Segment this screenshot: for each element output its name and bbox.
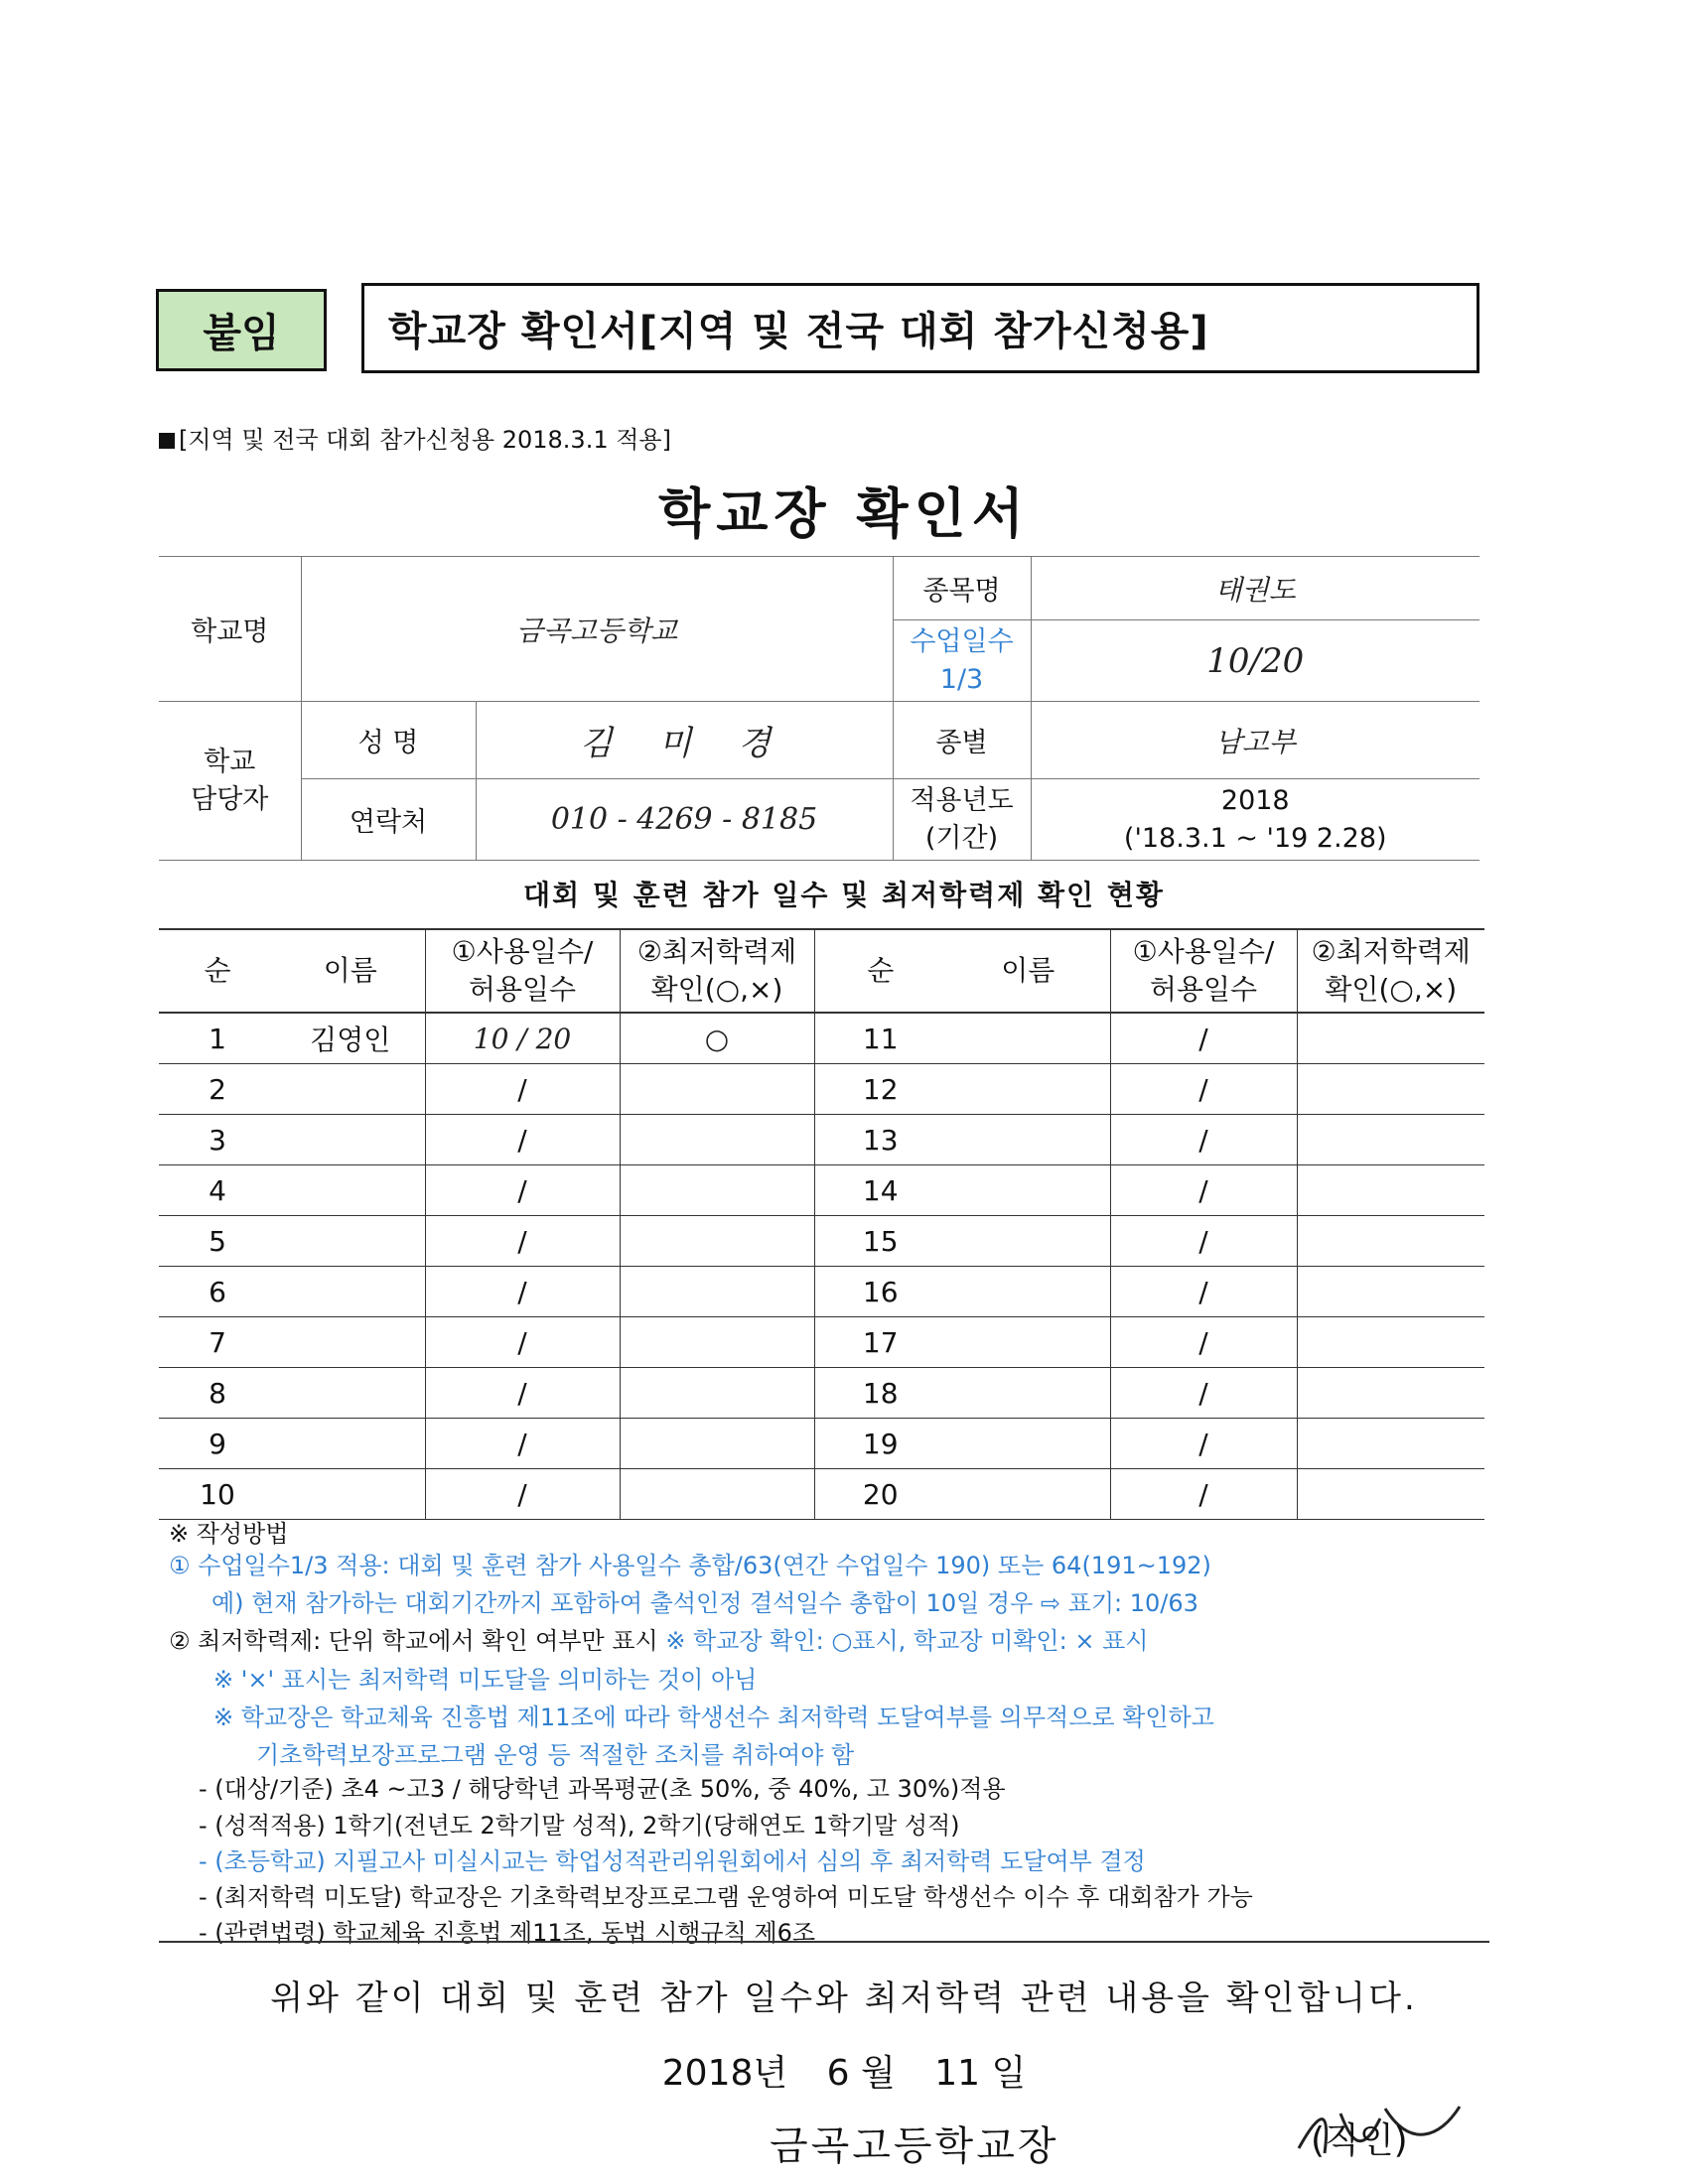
sport-label: 종목명 bbox=[893, 557, 1031, 620]
row-name bbox=[276, 1115, 425, 1165]
header-days-line2: 허용일수 bbox=[468, 973, 577, 1006]
year-value-line1: 2018 bbox=[1220, 784, 1290, 816]
row-check bbox=[620, 1469, 814, 1520]
instruction-8: - (성적적용) 1학기(전년도 2학기말 성적), 2학기(당해연도 1학기말 성적) bbox=[199, 1812, 960, 1840]
row-days: / bbox=[1110, 1267, 1297, 1317]
row-days: 10 / 20 bbox=[425, 1013, 620, 1064]
table-row bbox=[159, 1469, 1484, 1520]
seal-text: (직인) bbox=[1311, 2120, 1408, 2161]
header-check-line2: 확인(○,×) bbox=[650, 973, 783, 1006]
row-name bbox=[276, 1419, 425, 1469]
manager-label bbox=[159, 702, 301, 861]
header-days-line1: ①사용일수/ bbox=[451, 935, 594, 969]
table-row bbox=[159, 1317, 1484, 1368]
row-name bbox=[946, 1469, 1110, 1520]
row-name bbox=[276, 1064, 425, 1115]
row-name bbox=[946, 1419, 1110, 1469]
row-check bbox=[1297, 1216, 1484, 1267]
header-days-line2: 허용일수 bbox=[1149, 973, 1258, 1006]
header-days-left bbox=[425, 929, 620, 1013]
row-days: / bbox=[425, 1165, 620, 1216]
table-row bbox=[159, 1368, 1484, 1419]
manager-name-value: 김 미 경 bbox=[476, 702, 893, 779]
school-name-label: 학교명 bbox=[159, 557, 301, 702]
row-name bbox=[946, 1267, 1110, 1317]
header-days-line1: ①사용일수/ bbox=[1132, 935, 1275, 969]
row-check bbox=[1297, 1165, 1484, 1216]
row-no: 10 bbox=[159, 1469, 276, 1520]
date-day: 11 일 bbox=[934, 2053, 1027, 2094]
date-month: 6 월 bbox=[826, 2053, 896, 2094]
row-check bbox=[620, 1317, 814, 1368]
row-name bbox=[946, 1317, 1110, 1368]
header-no-right: 순 bbox=[814, 929, 946, 1013]
instruction-11: - (관련법령) 학교체육 진흥법 제11조, 동법 시행규칙 제6조 bbox=[199, 1919, 816, 1947]
row-no: 20 bbox=[814, 1469, 946, 1520]
principal-name: 금곡고등학교장 bbox=[770, 2123, 1059, 2169]
row-days: / bbox=[1110, 1013, 1297, 1064]
header-name-left: 이름 bbox=[276, 929, 425, 1013]
row-name bbox=[276, 1368, 425, 1419]
row-no: 5 bbox=[159, 1216, 276, 1267]
year-label-line2: (기간) bbox=[924, 822, 999, 854]
row-no: 7 bbox=[159, 1317, 276, 1368]
row-no: 16 bbox=[814, 1267, 946, 1317]
instruction-7: - (대상/기준) 초4 ~고3 / 해당학년 과목평균(초 50%, 중 40%, 고 30%)적용 bbox=[199, 1775, 1006, 1803]
instruction-6: 기초학력보장프로그램 운영 등 적절한 조치를 취하여야 함 bbox=[256, 1741, 855, 1769]
participants-table bbox=[159, 928, 1484, 1520]
row-no: 1 bbox=[159, 1013, 276, 1064]
row-no: 14 bbox=[814, 1165, 946, 1216]
confirmation-text: 위와 같이 대회 및 훈련 참가 일수와 최저학력 관련 내용을 확인합니다. bbox=[270, 1979, 1418, 2018]
category-value: 남고부 bbox=[1031, 702, 1479, 779]
instruction-3a: ② 최저학력제: 단위 학교에서 확인 여부만 표시 bbox=[169, 1627, 658, 1655]
instruction-9: - (초등학교) 지필고사 미실시교는 학업성적관리위원회에서 심의 후 최저학력 도달여부 결정 bbox=[199, 1847, 1146, 1875]
row-check bbox=[620, 1115, 814, 1165]
row-check bbox=[1297, 1064, 1484, 1115]
row-no: 13 bbox=[814, 1115, 946, 1165]
row-check bbox=[620, 1419, 814, 1469]
row-check bbox=[1297, 1267, 1484, 1317]
row-no: 15 bbox=[814, 1216, 946, 1267]
row-days: / bbox=[1110, 1368, 1297, 1419]
row-days: / bbox=[1110, 1216, 1297, 1267]
participants-body bbox=[159, 1013, 1484, 1520]
row-days: / bbox=[1110, 1469, 1297, 1520]
header-check-line1: ②최저학력제 bbox=[636, 935, 797, 969]
table-row bbox=[159, 1216, 1484, 1267]
year-value bbox=[1031, 779, 1479, 861]
manager-label-line2: 담당자 bbox=[191, 783, 269, 815]
year-label bbox=[893, 779, 1031, 861]
year-label-line1: 적용년도 bbox=[910, 784, 1014, 816]
name-label: 성 명 bbox=[301, 702, 476, 779]
row-name bbox=[276, 1216, 425, 1267]
class-days-label bbox=[893, 620, 1031, 702]
row-check bbox=[1297, 1115, 1484, 1165]
table-row bbox=[159, 1267, 1484, 1317]
row-name: 김영인 bbox=[276, 1013, 425, 1064]
row-check bbox=[620, 1368, 814, 1419]
table-row bbox=[159, 1115, 1484, 1165]
row-days: / bbox=[425, 1115, 620, 1165]
row-check bbox=[620, 1165, 814, 1216]
info-table bbox=[159, 556, 1479, 861]
row-name bbox=[946, 1064, 1110, 1115]
instruction-2: 예) 현재 참가하는 대회기간까지 포함하여 출석인정 결석일수 총합이 10일 경우 ⇨ 표기: 10/63 bbox=[211, 1589, 1198, 1617]
row-name bbox=[276, 1469, 425, 1520]
row-no: 6 bbox=[159, 1267, 276, 1317]
row-days: / bbox=[1110, 1064, 1297, 1115]
row-check bbox=[1297, 1368, 1484, 1419]
header-name-right: 이름 bbox=[946, 929, 1110, 1013]
school-name-value: 금곡고등학교 bbox=[301, 557, 893, 702]
instruction-4: ※ '×' 표시는 최저학력 미도달을 의미하는 것이 아님 bbox=[213, 1666, 758, 1694]
header-days-right bbox=[1110, 929, 1297, 1013]
header-check-left bbox=[620, 929, 814, 1013]
square-bullet-icon bbox=[159, 433, 175, 449]
row-days: / bbox=[1110, 1115, 1297, 1165]
row-check bbox=[620, 1064, 814, 1115]
table-row bbox=[159, 1064, 1484, 1115]
instructions-heading: ※ 작성방법 bbox=[169, 1520, 289, 1548]
row-days: / bbox=[1110, 1419, 1297, 1469]
row-no: 4 bbox=[159, 1165, 276, 1216]
row-name bbox=[946, 1216, 1110, 1267]
row-name bbox=[276, 1267, 425, 1317]
divider bbox=[159, 1941, 1489, 1943]
row-check bbox=[1297, 1013, 1484, 1064]
row-name bbox=[946, 1368, 1110, 1419]
attachment-tag: 붙임 bbox=[156, 289, 327, 371]
instruction-3 bbox=[169, 1621, 1489, 1656]
date-line bbox=[0, 2045, 1688, 2096]
row-no: 3 bbox=[159, 1115, 276, 1165]
row-check bbox=[1297, 1469, 1484, 1520]
instruction-10: - (최저학력 미도달) 학교장은 기초학력보장프로그램 운영하여 미도달 학생선수 이수 후 대회참가 가능 bbox=[199, 1883, 1253, 1911]
seal bbox=[1311, 2113, 1408, 2163]
row-days: / bbox=[425, 1317, 620, 1368]
instruction-3b: ※ 학교장 확인: ○표시, 학교장 미확인: × 표시 bbox=[657, 1627, 1149, 1655]
row-days: / bbox=[425, 1267, 620, 1317]
contact-label: 연락처 bbox=[301, 779, 476, 861]
row-no: 8 bbox=[159, 1368, 276, 1419]
row-name bbox=[946, 1115, 1110, 1165]
instruction-1: ① 수업일수1/3 적용: 대회 및 훈련 참가 사용일수 총합/63(연간 수업일수 190) 또는 64(191~192) bbox=[169, 1552, 1211, 1579]
class-days-label-line1: 수업일수 bbox=[910, 625, 1014, 657]
row-no: 17 bbox=[814, 1317, 946, 1368]
section-title: 대회 및 훈련 참가 일수 및 최저학력제 확인 현황 bbox=[523, 879, 1165, 911]
row-name bbox=[276, 1317, 425, 1368]
date-year: 2018년 bbox=[661, 2053, 788, 2094]
row-no: 12 bbox=[814, 1064, 946, 1115]
header-check-line1: ②최저학력제 bbox=[1311, 935, 1471, 969]
row-check bbox=[620, 1267, 814, 1317]
category-label: 종별 bbox=[893, 702, 1031, 779]
header-check-line2: 확인(○,×) bbox=[1325, 973, 1458, 1006]
row-no: 19 bbox=[814, 1419, 946, 1469]
row-days: / bbox=[425, 1368, 620, 1419]
document-title: 학교장 확인서 bbox=[658, 482, 1030, 545]
row-days: / bbox=[425, 1216, 620, 1267]
manager-label-line1: 학교 bbox=[204, 746, 256, 777]
row-days: / bbox=[1110, 1317, 1297, 1368]
row-check: ○ bbox=[620, 1013, 814, 1064]
form-title: 학교장 확인서[지역 및 전국 대회 참가신청용] bbox=[361, 283, 1479, 373]
notice-text: [지역 및 전국 대회 참가신청용 2018.3.1 적용] bbox=[179, 426, 671, 454]
row-no: 2 bbox=[159, 1064, 276, 1115]
row-days: / bbox=[425, 1469, 620, 1520]
row-no: 9 bbox=[159, 1419, 276, 1469]
notice-line bbox=[159, 420, 671, 455]
row-check bbox=[1297, 1419, 1484, 1469]
row-name bbox=[946, 1013, 1110, 1064]
row-no: 18 bbox=[814, 1368, 946, 1419]
class-days-label-line2: 1/3 bbox=[939, 663, 984, 695]
row-no: 11 bbox=[814, 1013, 946, 1064]
row-days: / bbox=[1110, 1165, 1297, 1216]
row-name bbox=[946, 1165, 1110, 1216]
sport-value: 태권도 bbox=[1031, 557, 1479, 620]
instruction-5: ※ 학교장은 학교체육 진흥법 제11조에 따라 학생선수 최저학력 도달여부를 의무적으로 확인하고 bbox=[213, 1704, 1214, 1731]
row-days: / bbox=[425, 1064, 620, 1115]
class-days-value: 10/20 bbox=[1031, 620, 1479, 702]
table-row bbox=[159, 1165, 1484, 1216]
table-row bbox=[159, 1419, 1484, 1469]
period-value: ('18.3.1 ~ '19 2.28) bbox=[1123, 822, 1387, 854]
row-check bbox=[620, 1216, 814, 1267]
header-no-left: 순 bbox=[159, 929, 276, 1013]
contact-value: 010 - 4269 - 8185 bbox=[476, 779, 893, 861]
row-days: / bbox=[425, 1419, 620, 1469]
row-name bbox=[276, 1165, 425, 1216]
header-check-right bbox=[1297, 929, 1484, 1013]
row-check bbox=[1297, 1317, 1484, 1368]
table-row bbox=[159, 1013, 1484, 1064]
